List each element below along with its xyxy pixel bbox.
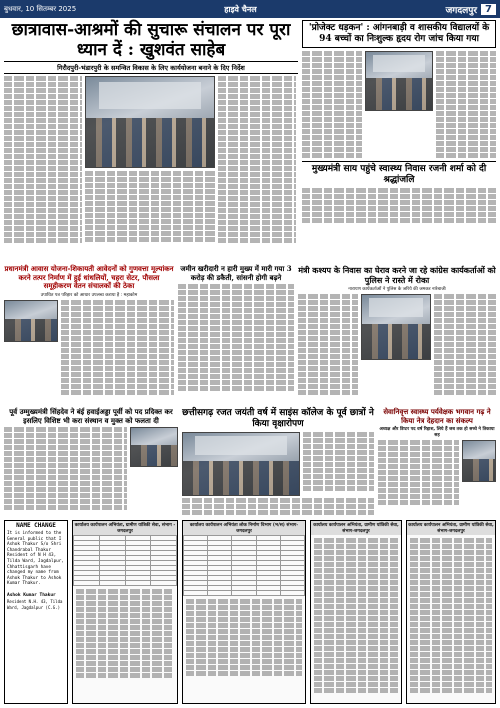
ad-pwd	[182, 520, 306, 704]
singhdeo-headline: पूर्व उम्मुख्यमंत्री सिंहदेव ने बंई हवाईअड्डा पूर्वी को पद प्रदिक्त कर इसलिए विशिष्ट भी करा संस्थान व मुक्त को फलता दी	[9, 407, 173, 425]
ad-rural-engineering-3	[406, 520, 496, 704]
right-mid-headline: मुख्यमंत्री साय पहुंचे स्वास्थ्य निवास रजनी शर्मा को दी श्रद्धांजलि	[311, 164, 487, 185]
pmay-story	[4, 265, 174, 396]
right-top-body2	[436, 51, 496, 159]
pmay-body	[61, 300, 174, 396]
lead-body-col1	[4, 76, 82, 244]
ad-rural-engineering-1	[72, 520, 178, 704]
lead-story	[4, 20, 298, 245]
pmay-subline: उपाधित पत्र परिहार को आधार उपलब्ध कराया है : महाकोम	[40, 292, 138, 298]
ad-title: कार्यालय कार्यपालन अभियंता, ग्रामीण यांत्रिकी सेवा, संभाग-जगदलपुर	[408, 523, 494, 534]
eye-donation-story	[378, 408, 496, 510]
lead-headline: छात्रावास-आश्रमों की सुचारू संचालन पर पूरा ध्यान दें : खुशवंत साहेब	[11, 20, 291, 60]
paper-name: हाइवे चैनल	[224, 4, 257, 14]
pmay-photo	[4, 300, 58, 342]
page-number: 7	[481, 4, 496, 15]
land-story	[178, 265, 294, 394]
ad-title: कार्यालय कार्यपालन अभियंता, ग्रामीण यांत्रिकी सेवा, संभाग - जगदलपुर	[74, 523, 176, 534]
right-mid-body	[302, 188, 496, 228]
ad-body	[314, 538, 398, 696]
ad-body	[410, 538, 492, 696]
right-top-body1	[302, 51, 362, 159]
singhdeo-story	[4, 408, 178, 515]
notice-text: It is informed to the General public that I Ashok Thakur S/o Shri Chandrabal Thakur Resident of N H 43, Tilda Ward, Jagdalpur, Chhattisgarh have changed my name from Ashok Thakur to Ashok Kumar Thakur.	[7, 531, 64, 587]
college-story	[182, 408, 374, 518]
protest-headline: मंत्री कश्यप के निवास का घेराव करने जा रहे कांग्रेस कार्यकर्ताओं को पुलिस ने रास्ते में रोका	[298, 265, 496, 285]
ad-body	[76, 589, 174, 679]
lead-photo	[85, 76, 215, 168]
masthead	[0, 0, 500, 18]
ad-title: कार्यालय कार्यपालन अभियंता, ग्रामीण यांत्रिकी सेवा, संभाग-जगदलपुर	[311, 521, 401, 535]
eye-donation-photo	[462, 440, 496, 482]
ad-title: कार्यालय कार्यपालन अभियंता लोक निर्माण विभाग (भ/स) संभाग-जगदलपुर	[183, 521, 305, 535]
right-top-photo	[365, 51, 433, 111]
eye-donation-subline: अध्यक्ष और डिप्टर पद वर्ष रिहाश, लिये हैं जब तक हो सच्चे ने तिकाया सह	[379, 427, 495, 438]
lead-body-col3	[218, 76, 296, 244]
protest-photo	[361, 294, 431, 360]
eye-donation-headline: सेवानिवृत्त स्वास्थ्य पर्यवेक्षक भगवान गढ़ ने किया नेत्र देहदान का संकल्प	[383, 407, 491, 425]
ad-table	[183, 535, 305, 596]
right-top-headline: 'प्रोजेक्ट धड़कन' : आंगनबाड़ी व शासकीय विद्यालयों के 94 बच्चों का निःशुल्क हृदय रोग जांच किया गया	[302, 20, 496, 48]
college-body1	[303, 432, 374, 496]
land-body	[178, 284, 294, 394]
protest-subline: नारायण कार्यकर्ताओं ने पुलिस के जरिये की जमकर नारेबाजी	[348, 287, 446, 292]
college-photo	[182, 432, 300, 496]
lead-subhead: गिरौदपुरी-भंडारपुरी के समन्वित विकास के लिए कार्ययोजना बनाने के दिए निर्देश	[4, 61, 298, 74]
protest-body2	[434, 294, 496, 400]
edition-city: जगदलपुर	[445, 5, 478, 16]
notice-sign-name: Ashok Kumar Thakur	[7, 592, 56, 598]
singhdeo-body	[4, 427, 127, 515]
lead-body-col2	[85, 171, 215, 245]
pmay-headline: प्रधानमंत्री आवास योजना-शिकायती आवेदनों को गुणवत्ता मूल्यांकन करने तत्पर निर्माण में हुई धांधलियों, चहरा सेटर, पौसला समूहीकरण वेतन संचालकों की ठेका	[4, 264, 174, 290]
notice-sign-addr: Resident N.H. 43, Tilda Ward, Jagdalpur (C.G.)	[7, 598, 63, 610]
ad-body	[186, 599, 302, 679]
college-headline: छत्तीसगढ़ रजत जयंती वर्ष में साइंस कॉलेज के पूर्व छात्रों ने किया वृक्षारोपण	[182, 408, 374, 429]
right-top-story	[302, 20, 496, 228]
issue-date: बुधवार, 10 सितम्बर 2025	[4, 4, 77, 13]
notice-title: NAME CHANGE	[16, 522, 56, 529]
ad-rural-engineering-2	[310, 520, 402, 704]
eye-donation-body	[378, 440, 459, 510]
name-change-notice	[4, 520, 68, 704]
ad-table	[73, 535, 177, 586]
protest-story	[298, 265, 496, 400]
singhdeo-photo	[130, 427, 178, 467]
college-body2	[182, 498, 374, 518]
land-headline: जमीन खरीदारी न हारी मुख्य में मारी गया 3 करोड़ की डकैती, सांसनी होगी बढ़ने	[180, 264, 292, 282]
protest-body1	[298, 294, 358, 400]
